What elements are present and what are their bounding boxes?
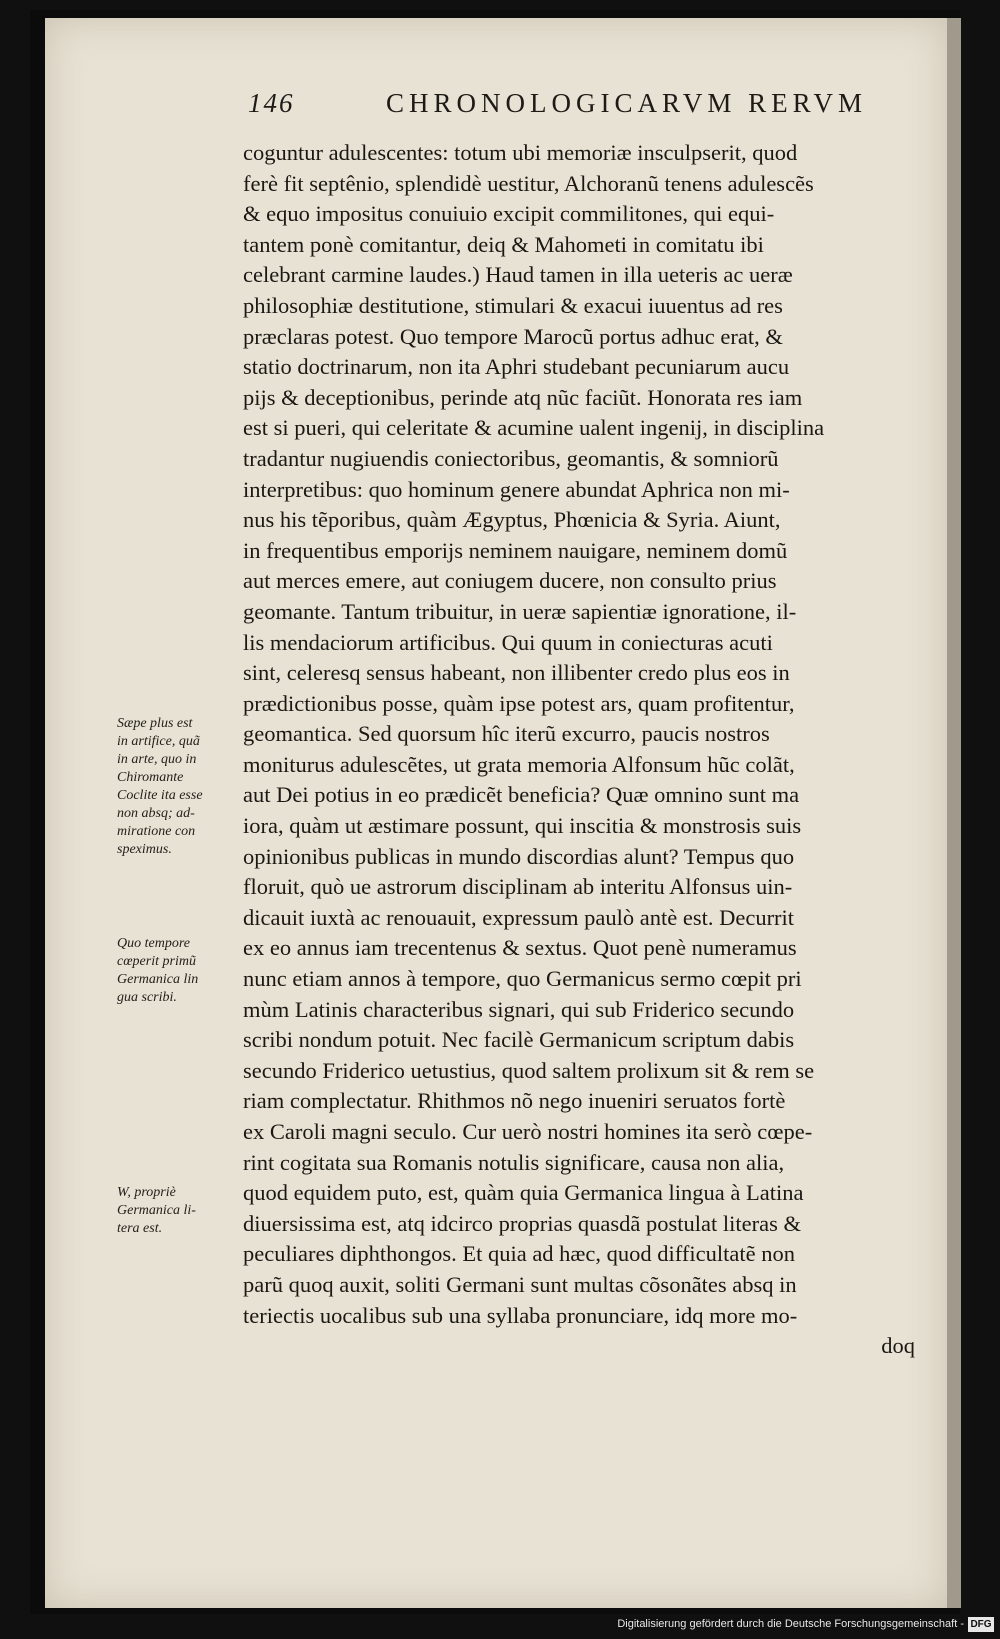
text-line: & equo impositus conuiuio excipit commilitones, qui equi- [243,201,775,227]
marginal-note-line: Germanica li- [117,1203,196,1218]
page-header [200,88,900,128]
text-line: tradantur nugiuendis coniectoribus, geomantis, & somniorũ [243,445,779,471]
text-line: aut Dei potius in eo prædicẽt beneficia? Quæ omnino sunt ma [243,782,800,808]
marginal-note-line: Coclite ita esse [117,788,203,803]
text-line: ex Caroli magni seculo. Cur uerò nostri homines ita serò cœpe- [243,1119,813,1144]
catchword: doq [881,1333,915,1359]
marginal-note-line: W, propriè [117,1185,176,1200]
marginal-note-line: cœperit primũ [117,954,196,969]
text-line: geomante. Tantum tribuitur, in ueræ sapientiæ ignoratione, il- [243,598,797,624]
text-line: in frequentibus emporijs neminem nauigare, neminem domũ [243,537,788,563]
text-line: iora, quàm ut æstimare possunt, qui inscitia & monstrosis suis [243,813,802,839]
page-number: 146 [248,88,295,118]
running-title: CHRONOLOGICARVM RERVM [386,88,867,118]
text-line: ferè fit septênio, splendidè uestitur, Alchoranũ tenens adulescẽs [243,170,814,196]
text-line: geomantica. Sed quorsum hîc iterũ excurro, paucis nostros [243,721,770,747]
marginal-note-w-litera [117,1184,239,1238]
text-line: dicauit iuxtà ac renouauit, expressum paulò antè est. Decurrit [243,904,795,930]
text-line: parũ quoq auxit, soliti Germani sunt multas cõsonãtes absq in [243,1271,797,1297]
marginal-note-germanica-lingua [117,935,239,1007]
text-line: præclaras potest. Quo tempore Marocũ portus adhuc erat, & [243,323,783,349]
text-line: statio doctrinarum, non ita Aphri studebant pecuniarum aucu [243,354,790,380]
marginal-note-line: in artifice, quã [117,734,200,749]
text-line: riam complectatur. Rhithmos nõ nego inueniri seruatos fortè [243,1088,786,1114]
text-line: moniturus adulescẽtes, ut grata memoria Alfonsum hũc colãt, [243,751,795,777]
marginal-note-line: Chiromante [117,770,184,785]
text-line: secundo Friderico uetustius, quod saltem prolixum sit & rem se [243,1057,815,1083]
text-line: aut merces emere, aut coniugem ducere, non consulto prius [243,568,777,594]
text-line: philosophiæ destitutione, stimulari & exacui iuuentus ad res [243,292,783,318]
text-line: interpretibus: quo hominum genere abundat Aphrica non mi- [243,476,790,502]
text-line: sint, celeresq sensus habeant, non illibenter credo plus eos in [243,660,790,686]
marginal-note-line: Quo tempore [117,936,190,951]
text-line: nunc etiam annos à tempore, quo Germanicus sermo cœpit pri [243,966,802,992]
text-line: diuersissima est, atq idcirco proprias quasdã postulat literas & [243,1210,801,1236]
dfg-logo: DFG [968,1617,994,1632]
text-line: teriectis uocalibus sub una syllaba pronunciare, idq more mo- [243,1302,798,1328]
text-line: scribi nondum potuit. Nec facilè Germanicum scriptum dabis [243,1027,795,1053]
footer-bar [0,1614,1000,1639]
text-line: prædictionibus posse, quàm ipse potest ars, quam profitentur, [243,690,795,716]
text-line: pijs & deceptionibus, perinde atq nũc faciũt. Honorata res iam [243,384,803,410]
marginal-note-line: Germanica lin [117,972,199,987]
text-line: celebrant carmine laudes.) Haud tamen in illa ueteris ac ueræ [243,262,793,288]
marginal-note-line: in arte, quo in [117,752,197,767]
text-line: nus his tẽporibus, quàm Ægyptus, Phœnicia & Syria. Aiunt, [243,507,781,533]
text-line: est si pueri, qui celeritate & acumine ualent ingenij, in disciplina [243,415,825,441]
marginal-note-line: non absq; ad- [117,806,195,821]
marginal-note-line: miratione con [117,824,196,839]
marginal-note-line: speximus. [117,842,172,857]
marginal-note-line: Sæpe plus est [117,716,193,731]
text-line: lis mendaciorum artificibus. Qui quum in coniecturas acuti [243,629,773,655]
text-line: mùm Latinis characteribus signari, qui sub Friderico secundo [243,996,795,1022]
marginal-note-line: gua scribi. [117,990,177,1005]
marginal-note-line: tera est. [117,1221,163,1236]
text-line: quod equidem puto, est, quàm quia Germanica lingua à Latina [243,1180,804,1206]
text-line: rint cogitata sua Romanis notulis significare, causa non alia, [243,1149,785,1175]
text-line: peculiares diphthongos. Et quia ad hæc, quod difficultatẽ non [243,1241,795,1267]
text-line: floruit, quò ue astrorum disciplinam ab interitu Alfonsus uin- [243,874,793,900]
text-line: ex eo annus iam trecentenus & sextus. Quot penè numeramus [243,935,797,961]
text-line: opinionibus publicas in mundo discordias alunt? Tempus quo [243,843,795,869]
body-text [243,138,923,1362]
page-edge [947,18,961,1608]
funding-credit: Digitalisierung gefördert durch die Deutsche Forschungsgemeinschaft - [617,1618,964,1630]
marginal-note-chiromante [117,715,239,859]
text-line: coguntur adulescentes: totum ubi memoriæ insculpserit, quod [243,140,798,165]
text-line: tantem ponè comitantur, deiq & Mahometi in comitatu ibi [243,231,764,257]
